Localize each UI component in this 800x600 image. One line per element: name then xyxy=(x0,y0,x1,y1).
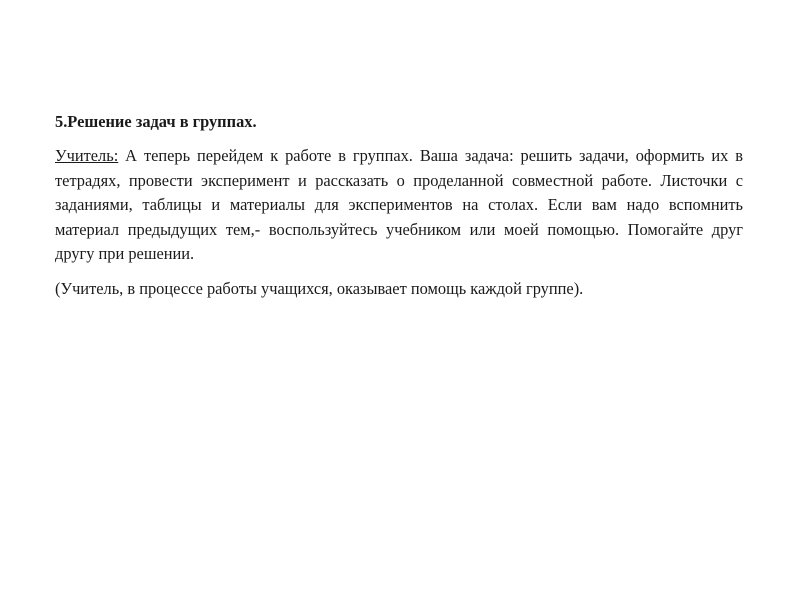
teacher-speech-text: А теперь перейдем к работе в группах. Ваша задача: решить задачи, оформить их в тетрадях, провести эксперимент и рассказать о проделанной совместной работе. Листочки с заданиями, таблицы и материалы для экспериментов на столах. Если вам надо вспомнить материал предыдущих тем,- воспользуйтесь учебником или моей помощью. Помогайте друг другу при решении. xyxy=(55,146,743,263)
teacher-speech-paragraph xyxy=(55,144,743,267)
teacher-note-paragraph: (Учитель, в процессе работы учащихся, оказывает помощь каждой группе). xyxy=(55,278,584,298)
speaker-label: Учитель: xyxy=(55,146,119,165)
section-heading: 5.Решение задач в группах. xyxy=(55,112,257,131)
slide-content xyxy=(55,110,743,301)
